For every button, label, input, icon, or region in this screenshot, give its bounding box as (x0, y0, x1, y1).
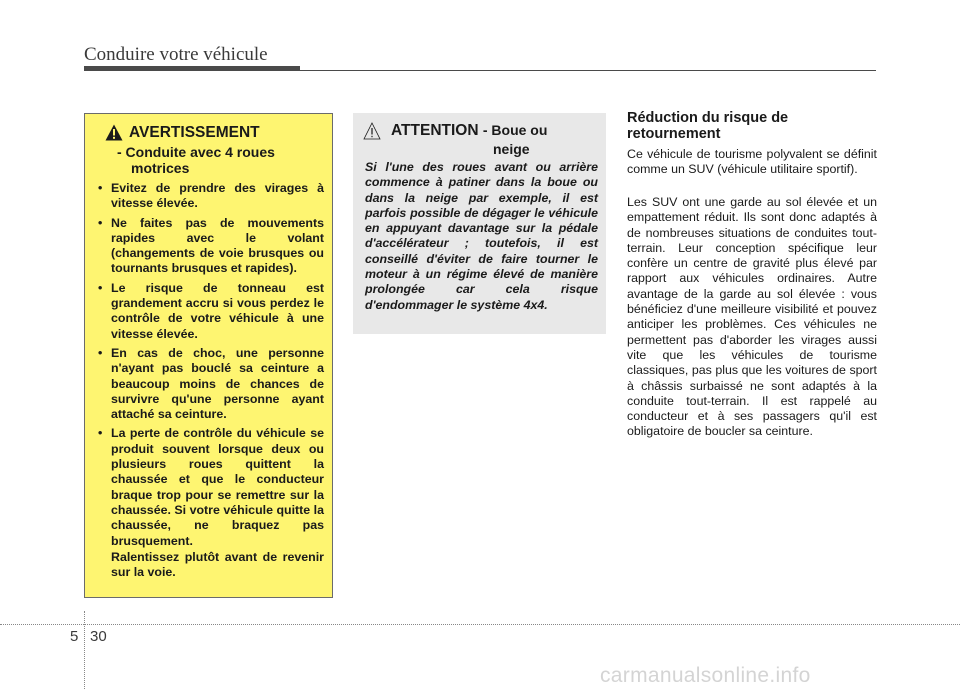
attention-body: Si l'une des roues avant ou arrière commence à patiner dans la boue ou dans la neige par exemple, il est parfois possible de dégager le véhicule en appuyant davantage sur la pédale d'accélérateur ; toutefois, il est conseillé d'éviter de faire tourner le moteur à un régime élevé de manière prolongée car cela risque d'endommager le système 4x4. (365, 160, 598, 312)
section-paragraph-2: Les SUV ont une garde au sol élevée et un empattement réduit. Ils sont donc adaptés à de nombreuses situations de conduites tout-terrain. Leur conception spécifique leur confère un centre de gravité plus élevé par rapport aux véhicules ordinaires. Autre avantage de la garde au sol élevée : vous bénéficiez d'une meilleure visibilité et pouvez anticiper les problèmes. Ces véhicules ne permettent pas d'aborder les virages aussi vite que les véhicules de tourisme classiques, pas plus que les voitures de sport à châssis surbaissé ne sont adaptés à la conduite tout-terrain. Il est rappelé au conducteur et à ses passagers qu'il est obligatoire de boucler sa ceinture. (627, 195, 877, 439)
warning-extra: Ralentissez plutôt avant de revenir sur la voie. (111, 550, 324, 580)
watermark: carmanualsonline.info (600, 664, 811, 687)
chapter-number: 5 (70, 628, 79, 645)
warning-subtitle-line1: - Conduite avec 4 roues (117, 144, 275, 160)
warning-item (97, 426, 324, 548)
warning-item (97, 346, 324, 422)
warning-subtitle-line2: motrices (131, 160, 190, 176)
section-paragraph-1: Ce véhicule de tourisme polyvalent se définit comme un SUV (véhicule utilitaire sportif). (627, 147, 877, 177)
bullet: • (98, 215, 103, 230)
warning-item-text: La perte de contrôle du véhicule se produit souvent lorsque deux ou plusieurs roues quittent la chaussée et que le conducteur braque trop pour se remettre sur la chaussée. Si votre véhicule quitte la chaussée, ne braquez pas brusquement. (111, 426, 324, 548)
warning-item-text: Le risque de tonneau est grandement accru si vous perdez le contrôle de votre véhicule à une vitesse élevée. (111, 280, 324, 341)
bullet: • (98, 345, 103, 360)
warning-list (97, 181, 324, 553)
bullet: • (98, 181, 103, 195)
warning-triangle-icon (105, 124, 123, 141)
page-number: 30 (90, 628, 107, 645)
attention-subtitle-a: - Boue ou (482, 122, 548, 138)
warning-item-text: Evitez de prendre des virages à vitesse élevée. (111, 181, 324, 211)
attention-title-text: ATTENTION (391, 122, 479, 139)
warning-item (97, 281, 324, 342)
warning-item-text: En cas de choc, une personne n'ayant pas bouclé sa ceinture a beaucoup moins de chances de survivre qu'une personne ayant attaché sa ceinture. (111, 345, 324, 422)
header-rule (300, 70, 876, 71)
section-title: Réduction du risque de retournement (627, 110, 789, 142)
attention-title (391, 122, 547, 140)
footer-vertical-rule (84, 611, 85, 689)
footer-horizontal-rule (0, 624, 960, 625)
warning-subtitle (117, 144, 317, 176)
attention-subtitle-b: neige (493, 141, 530, 157)
warning-item (97, 181, 324, 212)
page-header-title: Conduire votre véhicule (84, 44, 268, 65)
warning-box (84, 113, 333, 598)
warning-title: AVERTISSEMENT (129, 124, 260, 141)
bullet: • (98, 280, 103, 295)
attention-box (353, 113, 606, 334)
header-bar (84, 66, 300, 71)
warning-item (97, 216, 324, 277)
attention-triangle-icon (363, 122, 381, 140)
bullet: • (98, 426, 103, 441)
warning-item-text: Ne faites pas de mouvements rapides avec le volant (changements de voie brusques ou tournants brusques et rapides). (111, 215, 324, 276)
